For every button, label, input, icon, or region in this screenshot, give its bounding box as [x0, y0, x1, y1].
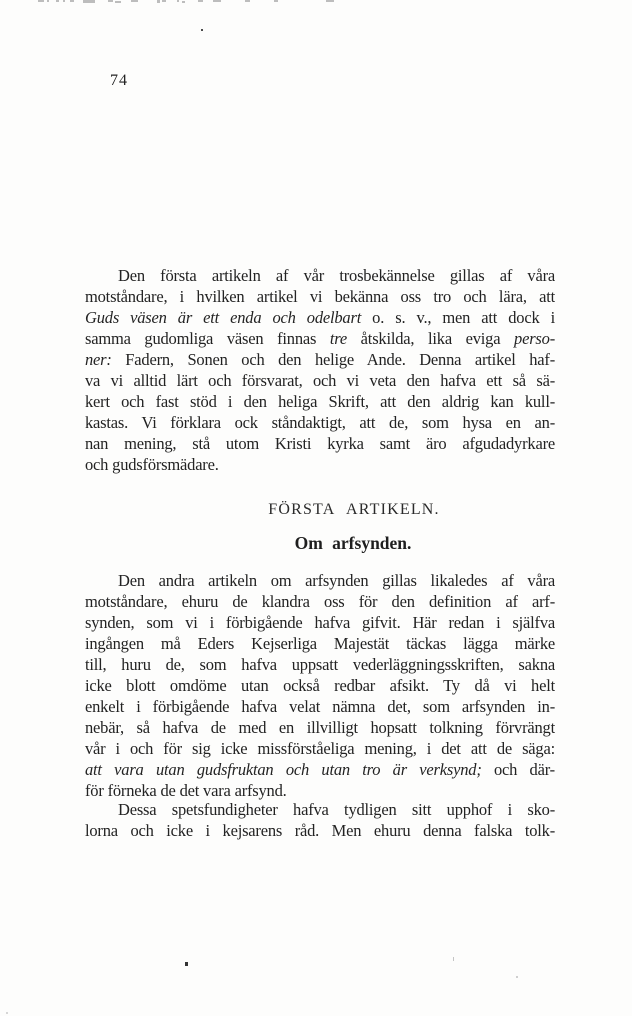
italic-text-segment: Guds väsen är ett enda och odelbart	[85, 308, 362, 327]
scan-artifact	[47, 0, 49, 2]
ink-speck	[6, 1012, 8, 1014]
text-line	[85, 328, 555, 349]
text-segment: kastas. Vi förklara ock ståndaktigt, att de, som hysa en an-	[85, 413, 555, 432]
ink-speck	[185, 962, 188, 966]
scan-artifact	[157, 0, 160, 3]
text-line	[85, 799, 555, 820]
page-number: 74	[110, 72, 128, 89]
ink-speck	[516, 976, 518, 978]
text-segment: samma gudomliga väsen finnas	[85, 329, 330, 348]
text-line	[85, 265, 555, 286]
italic-text-segment: ner:	[85, 350, 112, 369]
scan-artifact	[198, 0, 203, 2]
scan-artifact	[115, 1, 121, 3]
text-line	[85, 780, 555, 801]
ink-speck	[453, 957, 454, 961]
text-line	[85, 454, 555, 475]
text-segment: och där-	[481, 760, 555, 779]
text-line	[85, 738, 555, 759]
text-line	[85, 675, 555, 696]
text-segment: Den första artikeln af vår trosbekännelse gillas af våra	[118, 266, 555, 285]
text-segment: Dessa spetsfundigheter hafva tydligen sitt upphof i sko-	[118, 800, 555, 819]
paragraph-1	[85, 265, 555, 475]
text-line	[85, 391, 555, 412]
scan-artifact	[162, 0, 166, 2]
text-segment: nan mening, stå utom Kristi kyrka samt äro afgudadyrkare	[85, 434, 555, 453]
text-line	[85, 349, 555, 370]
text-line	[85, 633, 555, 654]
text-segment: Den andra artikeln om arfsynden gillas likaledes af våra	[118, 571, 555, 590]
scan-artifact	[108, 0, 113, 2]
scan-artifact	[70, 0, 74, 2]
italic-text-segment: att vara utan gudsfruktan och utan tro är verksynd;	[85, 760, 482, 779]
text-segment: lorna och icke i kejsarens råd. Men ehuru denna falska tolk-	[85, 821, 555, 840]
text-line	[85, 612, 555, 633]
subsection-heading: Om arfsynden.	[294, 533, 412, 553]
text-segment: motståndare, i hvilken artikel vi bekänna oss tro och lära, att	[85, 287, 555, 306]
text-segment: för förneka de det vara arfsynd.	[85, 781, 287, 800]
scan-artifact	[38, 0, 44, 2]
text-line	[85, 370, 555, 391]
text-line	[85, 412, 555, 433]
text-segment: motståndare, ehuru de klandra oss för den definition af arf-	[85, 592, 555, 611]
text-segment: synden, som vi i förbigående hafva gifvit. Här redan i själfva	[85, 613, 555, 632]
text-segment: till, huru de, som hafva uppsatt vederläggningsskriften, sakna	[85, 655, 555, 674]
text-line	[85, 433, 555, 454]
text-line	[85, 307, 555, 328]
paragraph-3	[85, 799, 555, 841]
text-segment: kert och fast stöd i den heliga Skrift, att den aldrig kan kull-	[85, 392, 555, 411]
scan-artifact	[131, 0, 138, 2]
ink-speck	[201, 29, 203, 31]
scan-artifact	[56, 0, 59, 2]
scan-artifact	[63, 0, 65, 2]
text-segment: Fadern, Sonen och den helige Ande. Denna artikel haf-	[111, 350, 555, 369]
text-segment: vår i och för sig icke missförståeliga mening, i det att de säga:	[85, 739, 555, 758]
text-line	[85, 591, 555, 612]
paragraph-2	[85, 570, 555, 801]
scan-artifact	[245, 0, 250, 2]
text-line	[85, 820, 555, 841]
section-heading: FÖRSTA ARTIKELN.	[268, 501, 440, 518]
text-segment: åtskilda, lika eviga	[347, 329, 515, 348]
scan-artifact	[274, 0, 278, 2]
text-segment: nebär, så hafva de med en illvilligt hopsatt tolkning förvrängt	[85, 718, 555, 737]
scan-artifact	[177, 0, 179, 2]
scan-artifact	[83, 0, 95, 3]
text-line	[85, 696, 555, 717]
text-segment: va vi alltid lärt och försvarat, och vi veta den hafva ett så sä-	[85, 371, 555, 390]
text-line	[85, 654, 555, 675]
text-segment: enkelt i förbigående hafva velat nämna det, som arfsynden in-	[85, 697, 555, 716]
text-line	[85, 286, 555, 307]
text-line	[85, 717, 555, 738]
scan-artifact	[326, 0, 334, 2]
text-line	[85, 759, 555, 780]
text-segment: icke blott omdöme utan också redbar afsikt. Ty då vi helt	[85, 676, 555, 695]
italic-text-segment: tre	[329, 329, 348, 348]
text-segment: och gudsförsmädare.	[85, 455, 219, 474]
text-segment: ingången må Eders Kejserliga Majestät täckas lägga märke	[85, 634, 555, 653]
italic-text-segment: perso-	[514, 329, 555, 348]
text-line	[85, 570, 555, 591]
scan-artifact	[182, 1, 185, 3]
text-segment: o. s. v., men att dock i	[361, 308, 555, 327]
scan-artifact	[213, 0, 221, 2]
